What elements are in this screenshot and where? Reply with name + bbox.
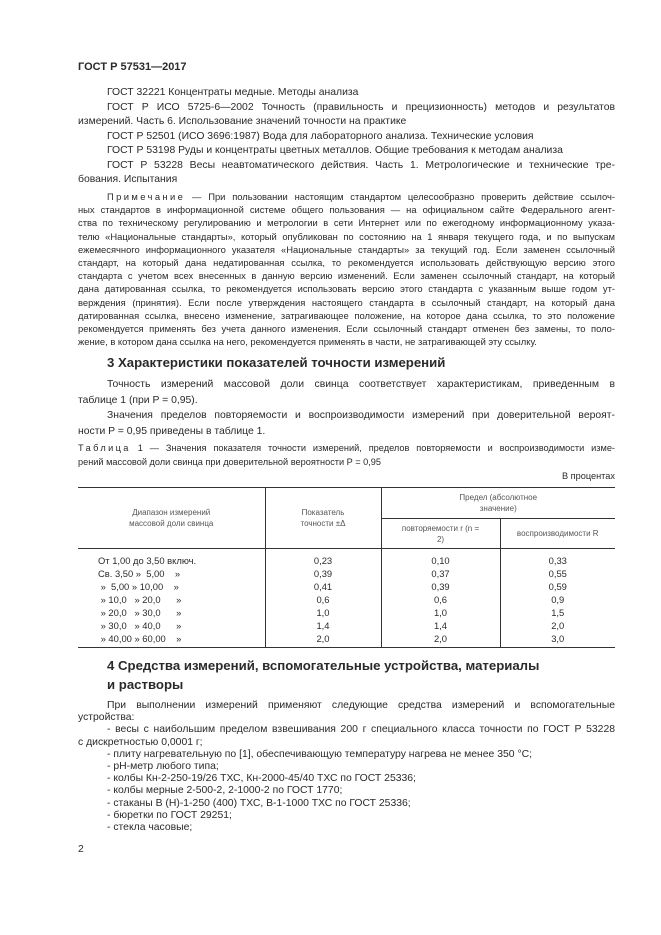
cell-reproducibility: 0,55 [500,567,615,580]
cell-repeatability: 0,10 [381,549,500,568]
table-row [78,567,615,580]
text-line: - стекла часовые; [107,821,193,833]
text-line: ГОСТ 32221 Концентраты медные. Методы анализа [107,87,359,98]
text-line: датированная ссылка, внесено изменение, затрагивающее положение, на которое дана ссылка, то это положение [78,309,615,321]
text-line: стандарта с учетом всех внесенных в данную версию изменений. Если заменен ссылочный стандарт, на который [78,270,615,282]
cell-repeatability: 0,37 [381,567,500,580]
cell-accuracy: 0,41 [265,580,381,593]
cell-repeatability: 1,4 [381,619,500,632]
text-line: бования. Испытания [78,174,178,185]
text-line: - весы с наибольшим пределом взвешивания 200 г специального класса точности по ГОСТ Р 53228 [107,724,615,736]
cell-accuracy: 1,4 [265,619,381,632]
section-4-body [78,700,615,834]
caption-line: 1 — Значения показателя точности измерений, пределов повторяемости и воспроизводимости изме- [130,443,615,453]
document-code: ГОСТ Р 57531—2017 [78,61,187,73]
text-line: устройства: [78,712,135,724]
cell-repeatability: 0,6 [381,593,500,606]
heading-line: 4 Средства измерений, вспомогательные устройства, материалы [107,658,540,673]
cell-range: » 30,0 » 40,0 » [78,619,265,632]
text-line: ГОСТ Р ИСО 5725-6—2002 Точность (правильность и прецизионность) методов и результатов [107,101,615,113]
text-line: стандарт, на который дана недатированная ссылка, то рекомендуется использовать действующую версию этого [78,256,615,268]
text-line: измерений. Часть 6. Использование значений точности на практике [78,116,407,127]
cell-accuracy: 0,23 [265,549,381,568]
caption-label: Таблица [78,443,131,453]
table-row [78,619,615,632]
text-line: - pH-метр любого типа; [107,760,219,772]
table-1-caption [78,441,615,469]
text-line: Точность измерений массовой доли свинца соответствует характеристикам, приведенным в [107,379,615,390]
text-line: ГОСТ Р 53198 Руды и концентраты цветных металлов. Общие требования к методам анализа [107,145,563,156]
text-line: ежемесячного информационного указателя «Национальные стандарты» за текущий год. Если заменен ссылочный [78,243,615,255]
text-line: ных стандартов в информационной системе общего пользования — на официальном сайте Федерального агент- [78,204,615,216]
note-line: — При пользовании настоящим стандартом целесообразно проверить действие ссылоч- [185,191,615,202]
cell-accuracy: 0,39 [265,567,381,580]
section-4-heading [107,656,539,694]
cell-repeatability: 1,0 [381,606,500,619]
cell-accuracy: 2,0 [265,632,381,648]
text-line: - колбы мерные 2-500-2, 2-1000-2 по ГОСТ 1770; [107,785,343,797]
text-line: - плиту нагревательную по [1], обеспечивающую температуру нагрева не менее 350 °С; [107,748,532,760]
cell-accuracy: 0,6 [265,593,381,606]
table-row [78,593,615,606]
cell-accuracy: 1,0 [265,606,381,619]
header-range: Диапазон измерений массовой доли свинца [78,488,265,549]
note-lines [78,203,615,348]
heading-line: и растворы [107,677,184,692]
text-line: ности P = 0,95 приведены в таблице 1. [78,425,266,437]
cell-reproducibility: 0,9 [500,593,615,606]
text-line: При выполнении измерений применяют следующие средства измерений и вспомогательные [107,700,615,711]
cell-reproducibility: 0,33 [500,549,615,568]
header-limit: Предел (абсолютное значение) [381,488,615,519]
header-reproducibility: воспроизводимости R [500,519,615,549]
header-accuracy: Показатель точности ±Δ [265,488,381,549]
text-line: рекомендуется применять без учета данного изменения. Если ссылочный стандарт отменен без замены, то поло- [78,322,615,334]
table-unit: В процентах [561,471,615,481]
cell-repeatability: 0,39 [381,580,500,593]
text-line: верждения (принятия). Если после утверждения настоящего стандарта в ссылочный стандарт, на который дана [78,296,615,308]
caption-first-line [78,441,615,455]
cell-range: » 40,00 » 60,00 » [78,632,265,648]
section-3-heading: 3 Характеристики показателей точности измерений [107,355,446,370]
text-line: - колбы Кн-2-250-19/26 ТХС, Кн-2000-45/40 ТХС по ГОСТ 25336; [107,773,416,785]
cell-reproducibility: 3,0 [500,632,615,648]
cell-reproducibility: 0,59 [500,580,615,593]
cell-range: От 1,00 до 3,50 включ. [78,549,265,568]
text-line: телю «Национальные стандарты», который опубликован по состоянию на 1 января текущего года, и по выпускам [78,230,615,242]
text-line: ГОСТ Р 52501 (ИСО 3696:1987) Вода для лабораторного анализа. Технические условия [107,130,534,142]
cell-range: » 5,00 » 10,00 » [78,580,265,593]
section-3-body [78,377,615,439]
page-number: 2 [78,844,84,855]
table-1 [78,487,615,648]
table-row [78,632,615,648]
table-row [78,606,615,619]
table-row [78,580,615,593]
cell-reproducibility: 2,0 [500,619,615,632]
header-repeatability: повторяемости r (n = 2) [381,519,500,549]
note-label: Примечание [107,191,186,202]
cell-repeatability: 2,0 [381,632,500,648]
text-line: дана датированная ссылка, то рекомендуется использовать версию этого стандарта с указанным выше годом ут- [78,283,615,295]
note-first-line [78,190,615,203]
references-list [78,86,615,188]
text-line: ства по техническому регулированию и метрологии в сети Интернет или по ежегодному информационному указа- [78,217,615,229]
text-line: жение, в котором дана ссылка на него, рекомендуется применять в части, не затрагивающей эту ссылку. [78,336,537,348]
text-line: ГОСТ Р 53228 Весы неавтоматического действия. Часть 1. Метрологические и технические тре- [107,159,615,171]
cell-range: Св. 3,50 » 5,00 » [78,567,265,580]
text-line: - бюретки по ГОСТ 29251; [107,809,232,821]
text-line: с дискретностью 0,0001 г; [78,736,203,748]
note-block [78,190,615,348]
text-line: таблице 1 (при P = 0,95). [78,394,198,406]
cell-range: » 20,0 » 30,0 » [78,606,265,619]
cell-range: » 10,0 » 20,0 » [78,593,265,606]
text-line: - стаканы В (Н)-1-250 (400) ТХС, В-1-1000 ТХС по ГОСТ 25336; [107,797,411,809]
cell-reproducibility: 1,5 [500,606,615,619]
table-row [78,549,615,568]
text-line: Значения пределов повторяемости и воспроизводимости измерений при доверительной вероят- [107,410,615,422]
caption-line: рений массовой доли свинца при доверительной вероятности P = 0,95 [78,457,381,467]
